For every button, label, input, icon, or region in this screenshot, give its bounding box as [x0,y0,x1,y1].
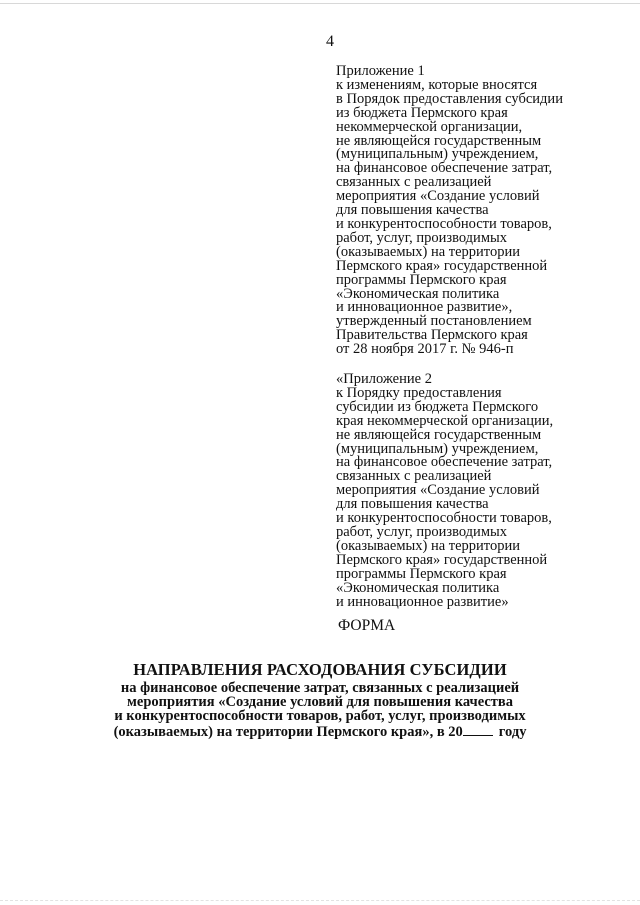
year-blank-field [463,724,493,736]
page-number: 4 [326,33,334,50]
appendix-2-line: и конкурентоспособности товаров, [336,510,552,527]
bottom-edge-line [0,900,640,901]
appendix-1-line: (оказываемых) на территории [336,243,520,260]
appendix-2-line: Пермского края» государственной [336,551,548,568]
subtitle-line: на финансовое обеспечение затрат, связанных с реализацией [120,680,520,696]
appendix-1-line: Приложение 1 [336,63,425,79]
appendix-1-line: связанных с реализацией [336,174,492,191]
appendix-2-line: «Экономическая политика [336,579,500,596]
appendix-1-line: от 28 ноября 2017 г. № 946-п [336,341,514,358]
appendix-2-line: на финансовое обеспечение затрат, [336,454,553,471]
form-label: ФОРМА [338,617,396,634]
appendix-1-line: (муниципальным) учреждением, [336,146,539,163]
subtitle-line: и конкурентоспособности товаров, работ, услуг, производимых [114,708,526,725]
subtitle-line: мероприятия «Создание условий для повышения качества [127,694,513,711]
appendix-1-line: и инновационное развитие», [336,299,513,316]
appendix-1-line: некоммерческой организации, [336,118,523,135]
appendix-2-line: (оказываемых) на территории [336,537,520,554]
appendix-2-line: программы Пермского края [336,565,507,582]
appendix-1-line: мероприятия «Создание условий [336,188,540,205]
appendix-1-line: для повышения качества [336,202,489,219]
appendix-1-header [336,65,586,357]
subtitle-year-suffix: году [498,723,527,740]
appendix-1-line: в Порядок предоставления субсидии [336,90,563,107]
appendix-1-line: на финансовое обеспечение затрат, [336,160,553,177]
appendix-1-line: к изменениям, которые вносятся [336,76,538,93]
appendix-2-line: работ, услуг, производимых [336,523,507,540]
appendix-2-line: субсидии из бюджета Пермского [336,398,539,415]
subtitle-last-line [0,724,640,739]
document-subtitle [0,681,640,739]
appendix-1-line: программы Пермского края [336,271,507,288]
appendix-1-line: работ, услуг, производимых [336,229,507,246]
appendix-2-header [336,373,586,609]
appendix-1-line: Пермского края» государственной [336,257,548,274]
appendix-1-line: утвержденный постановлением [336,313,532,330]
appendix-1-line: «Экономическая политика [336,285,500,302]
top-edge-line [0,3,640,4]
appendix-2-line: (муниципальным) учреждением, [336,440,539,457]
appendix-2-line: и инновационное развитие» [336,593,509,610]
appendix-1-line: не являющейся государственным [336,132,542,149]
subtitle-year-prefix: (оказываемых) на территории Пермского края», в 20 [113,723,463,740]
appendix-2-line: мероприятия «Создание условий [336,482,540,499]
appendix-2-line: к Порядку предоставления [336,384,502,401]
appendix-1-line: Правительства Пермского края [336,327,528,344]
document-title: НАПРАВЛЕНИЯ РАСХОДОВАНИЯ СУБСИДИИ [133,660,507,679]
appendix-2-line: связанных с реализацией [336,468,492,485]
appendix-1-line: из бюджета Пермского края [336,104,508,121]
appendix-2-line: не являющейся государственным [336,426,542,443]
appendix-2-line: для повышения качества [336,496,489,513]
appendix-1-line: и конкурентоспособности товаров, [336,215,552,232]
appendix-2-line: «Приложение 2 [336,371,432,387]
appendix-2-line: края некоммерческой организации, [336,412,554,429]
